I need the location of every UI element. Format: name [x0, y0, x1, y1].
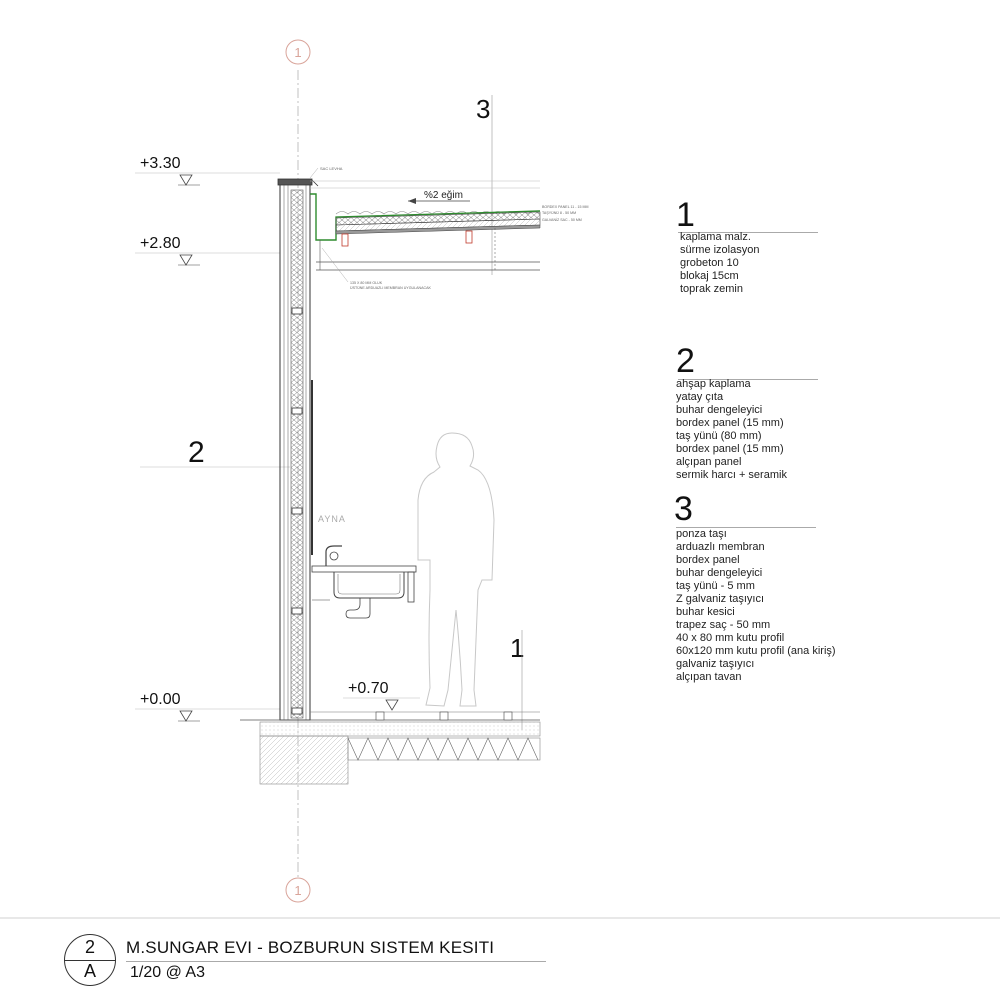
legend-items-2 — [676, 378, 787, 482]
legend-item: alçıpan panel — [676, 456, 742, 468]
legend-group-1 — [676, 198, 826, 298]
legend-group-3 — [674, 492, 864, 692]
floor-section — [240, 712, 540, 784]
legend-item: trapez saç - 50 mm — [676, 619, 771, 631]
legend-item: buhar dengeleyici — [676, 567, 763, 579]
legend-item: taş yünü (80 mm) — [676, 430, 762, 442]
mirror — [312, 380, 346, 555]
legend-item: 40 x 80 mm kutu profil — [676, 632, 785, 644]
note-parapet: SAC LEVHA — [320, 166, 343, 171]
level-marker-ground — [135, 691, 280, 721]
section-mark-floor-label: 1 — [510, 633, 525, 663]
slope-indicator — [408, 190, 470, 204]
level-label-ground: +0.00 — [140, 691, 181, 708]
level-label-ceiling: +2.80 — [140, 235, 181, 252]
note-roof-1: BORDEX PANEL 11 - 15 MM — [542, 205, 589, 209]
title-underline — [126, 961, 546, 962]
legend-item: taş yünü - 5 mm — [676, 580, 755, 592]
mirror-label: AYNA — [318, 514, 346, 524]
sink — [312, 546, 416, 618]
note-roof-3: GALVANİZ SAC - 50 MM — [542, 218, 582, 222]
legend-item: galvaniz taşıyıcı — [676, 658, 755, 670]
drawing-title: M.SUNGAR EVI - BOZBURUN SISTEM KESITI — [126, 938, 495, 957]
legend-items-3 — [676, 528, 836, 684]
legend-item: ponza taşı — [676, 528, 727, 540]
section-mark-wall — [140, 436, 290, 469]
human-figure — [418, 433, 494, 706]
legend-item: bordex panel (15 mm) — [676, 417, 784, 429]
legend-item: ahşap kaplama — [676, 378, 751, 390]
grid-axis-label-top: 1 — [294, 45, 302, 60]
legend-item: 60x120 mm kutu profil (ana kiriş) — [676, 645, 836, 657]
legend-item: arduazlı membran — [676, 541, 765, 553]
legend-item: grobeton 10 — [680, 257, 739, 269]
legend-item: buhar kesici — [676, 606, 735, 618]
legend-item: sermik harcı + seramik — [676, 469, 787, 481]
legend-item: blokaj 15cm — [680, 270, 739, 282]
level-label-floor: +0.70 — [348, 680, 389, 697]
sheet-letter: A — [83, 961, 96, 981]
legend-item: Z galvaniz taşıyıcı — [676, 593, 765, 605]
legend-item: alçıpan tavan — [676, 671, 742, 683]
level-marker-floor — [343, 680, 420, 710]
level-marker-top — [135, 155, 280, 185]
note-gutter-1: 135 X 80 MM OLUK — [350, 281, 383, 285]
title-block — [60, 930, 580, 990]
legend-number-2: 2 — [676, 342, 695, 380]
note-roof-2: TAŞYÜNÜ 8 - 50 MM — [542, 211, 577, 215]
legend-item: bordex panel — [676, 554, 740, 566]
legend-items-1 — [680, 231, 759, 296]
legend-number-1: 1 — [676, 196, 695, 234]
slope-label: %2 eğim — [424, 190, 463, 201]
section-mark-roof — [476, 94, 492, 275]
sheet-number: 2 — [84, 937, 95, 957]
section-mark-wall-label: 2 — [188, 436, 205, 469]
legend-item: buhar dengeleyici — [676, 404, 763, 416]
drawing-scale: 1/20 @ A3 — [130, 964, 205, 981]
legend-number-3: 3 — [674, 490, 693, 528]
legend-item: yatay çıta — [676, 391, 724, 403]
legend-item: bordex panel (15 mm) — [676, 443, 784, 455]
note-gutter-2: ÜSTÜNE ARDUAZLI MEMBRAN UYGULANACAK — [350, 286, 431, 290]
level-marker-ceiling — [135, 235, 280, 265]
legend-group-2 — [676, 342, 826, 481]
level-label-top: +3.30 — [140, 155, 181, 172]
section-mark-roof-label: 3 — [476, 94, 491, 124]
legend-item: kaplama malz. — [680, 231, 751, 243]
grid-axis-label-bottom: 1 — [294, 883, 302, 898]
legend-item: toprak zemin — [680, 283, 743, 295]
legend-item: sürme izolasyon — [680, 244, 760, 256]
